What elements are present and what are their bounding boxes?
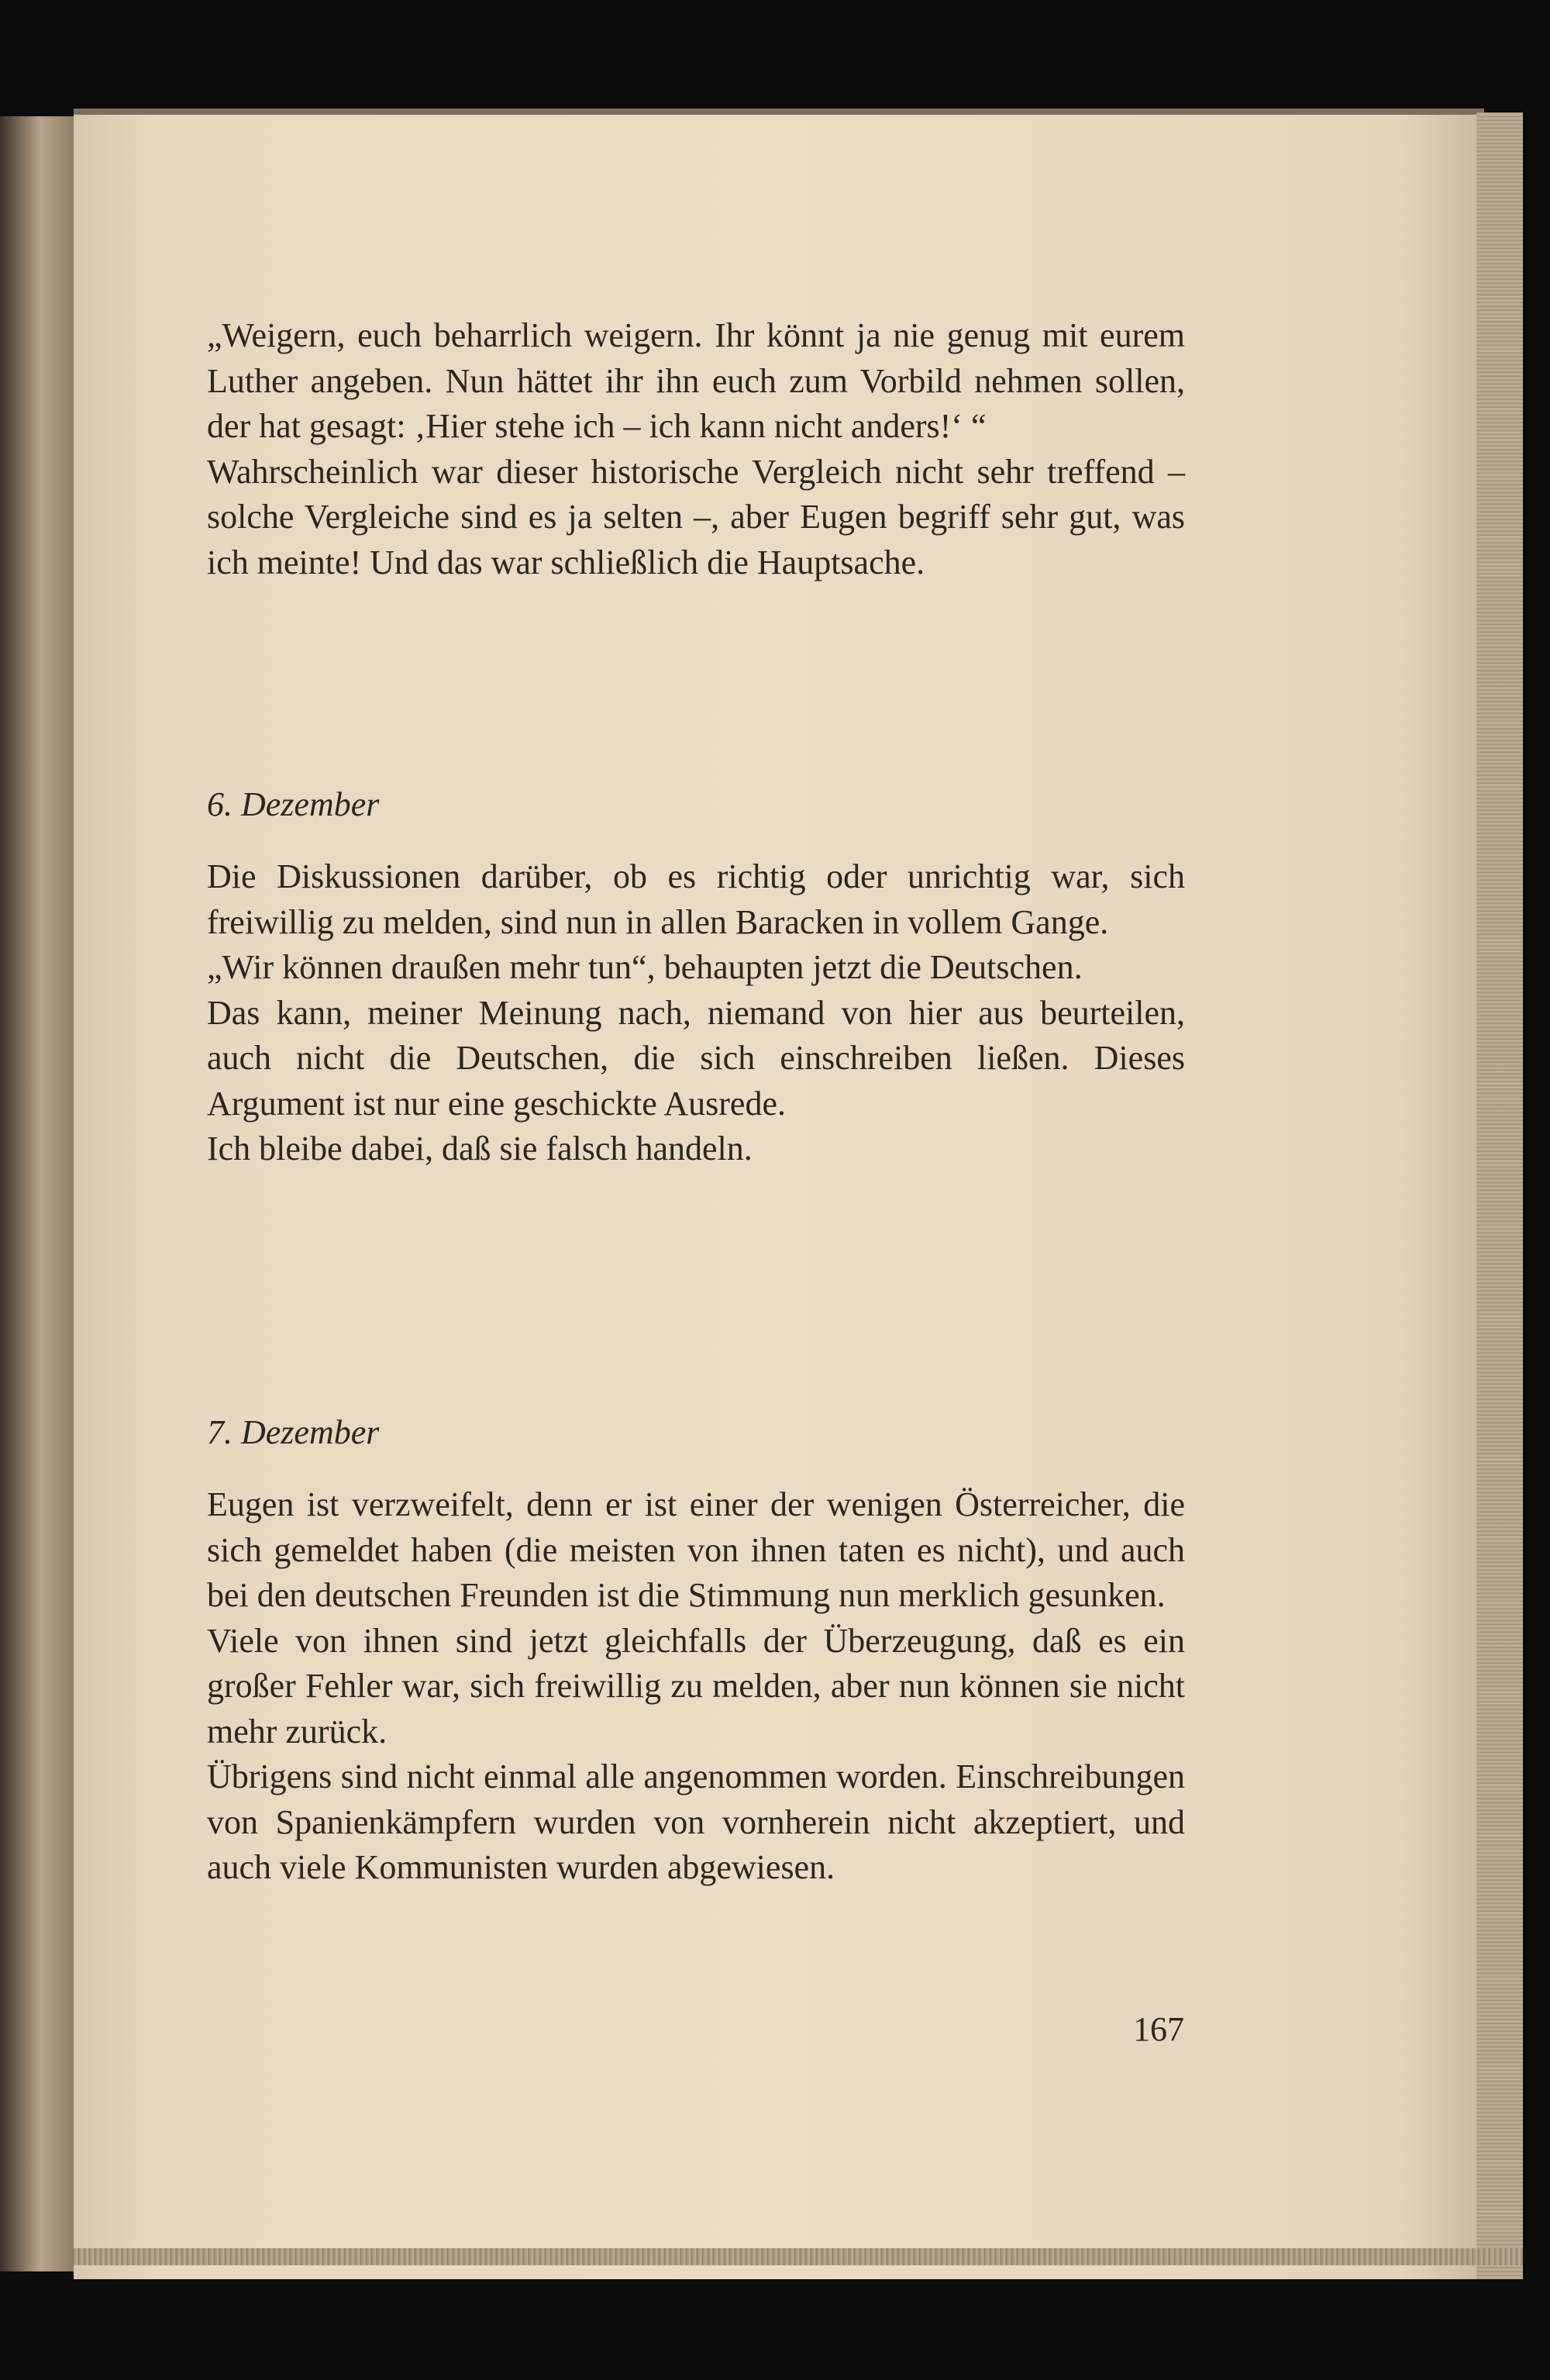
paragraph: Ich bleibe dabei, daß sie falsch handeln. (207, 1130, 753, 1168)
text-block-6-dezember (207, 854, 1185, 1172)
page-bottom-edge (74, 2248, 1523, 2265)
paragraph: Die Diskussionen darüber, ob es richtig oder unrichtig war, sich freiwillig zu melden, sind nun in allen Baracken in vollem Gange. (207, 857, 1185, 941)
paragraph: Übrigens sind nicht einmal alle angenommen worden. Einschreibungen von Spanienkämpfern wurden von vornherein nicht akzeptiert, und auch viele Kommunisten wurden abgewiesen. (207, 1757, 1185, 1886)
section-heading-7-dezember: 7. Dezember (207, 1413, 380, 1451)
paragraph: Eugen ist verzweifelt, denn er ist einer der wenigen Österreicher, die sich gemeldet haben (die meisten von ihnen taten es nicht), und auch bei den deutschen Freunden ist die Stimmung nun merklich gesunken. (207, 1485, 1185, 1614)
paragraph: „Weigern, euch beharrlich weigern. Ihr könnt ja nie genug mit eurem Luther angeben. Nun hättet ihr ihn euch zum Vorbild nehmen sollen, der hat gesagt: ‚Hier stehe ich – ich kann nicht anders!‘ “ (207, 316, 1185, 445)
paragraph: Das kann, meiner Meinung nach, niemand von hier aus beurteilen, auch nicht die Deutschen, die sich einschreiben ließen. Dieses Argument ist nur eine geschickte Ausrede. (207, 993, 1185, 1123)
page-stack-edge (1476, 112, 1523, 2279)
paragraph: „Wir können draußen mehr tun“, behaupten jetzt die Deutschen. (207, 948, 1083, 986)
paragraph: Viele von ihnen sind jetzt gleichfalls der Überzeugung, daß es ein großer Fehler war, sich freiwillig zu melden, aber nun können sie nicht mehr zurück. (207, 1621, 1185, 1751)
paragraph: Wahrscheinlich war dieser historische Vergleich nicht sehr treffend – solche Vergleiche sind es ja selten –, aber Eugen begriff sehr gut, was ich meinte! Und das war schließlich die Hauptsache. (207, 452, 1185, 581)
section-heading-6-dezember: 6. Dezember (207, 785, 380, 823)
left-page-edge (0, 116, 74, 2271)
page-number: 167 (1133, 2010, 1184, 2048)
text-block-7-dezember (207, 1482, 1185, 1891)
text-block-intro (207, 313, 1185, 585)
